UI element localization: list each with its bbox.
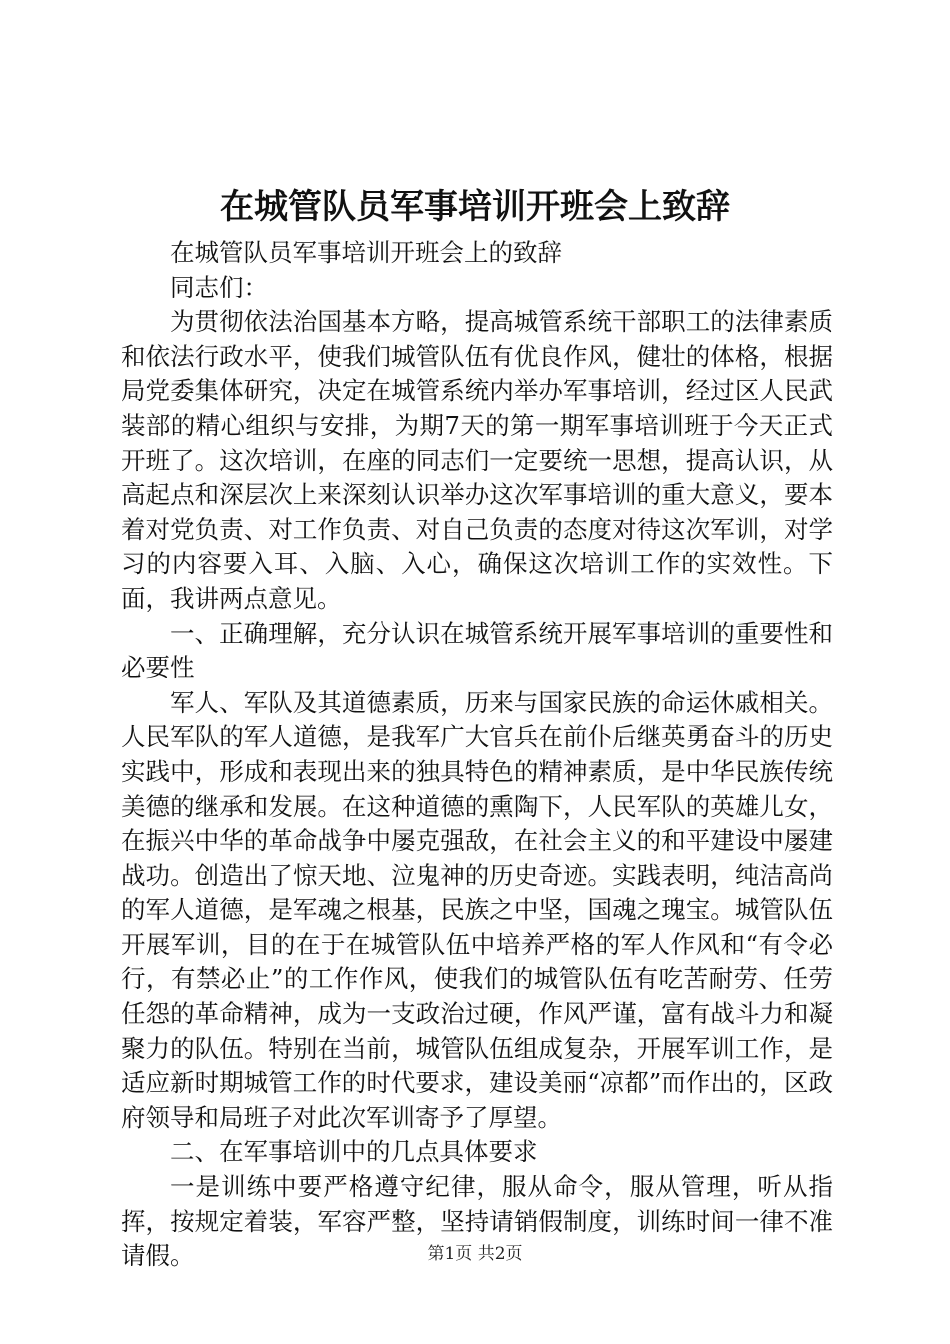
subtitle-paragraph: 在城管队员军事培训开班会上的致辞 — [170, 238, 562, 267]
body-paragraph: 军人、军队及其道德素质，历来与国家民族的命运休戚相关。人民军队的军人道德，是我军广大官兵在前仆后继英勇奋斗的历史实践中，形成和表现出来的独具特色的精神素质，是中华民族传统美德的继承和发展。在这种道德的熏陶下，人民军队的英雄儿女，在振兴中华的革命战争中屡克强敌，在社会主义的和平建设中屡建战功。创造出了惊天地、泣鬼神的历史奇迹。实践表明，纯洁高尚的军人道德，是军魂之根基，民族之中坚，国魂之瑰宝。城管队伍开展军训，目的在于在城管队伍中培养严格的军人作风和“有令必行，有禁必止”的工作作风，使我们的城管队伍有吃苦耐劳、任劳任怨的革命精神，成为一支政治过硬，作风严谨，富有战斗力和凝聚力的队伍。特别在当前，城管队伍组成复杂，开展军训工作，是适应新时期城管工作的时代要求，建设美丽“凉都”而作出的，区政府领导和局班子对此次军训寄予了厚望。 — [121, 687, 833, 1132]
section-heading: 一、正确理解，充分认识在城管系统开展军事培训的重要性和必要性 — [121, 618, 833, 683]
body-paragraph: 一是训练中要严格遵守纪律，服从命令，服从管理，听从指挥，按规定着装，军容严整，坚持请销假制度，训练时间一律不准请假。 — [121, 1172, 833, 1271]
body-paragraph: 为贯彻依法治国基本方略，提高城管系统干部职工的法律素质和依法行政水平，使我们城管队伍有优良作风，健壮的体格，根据局党委集体研究，决定在城管系统内举办军事培训，经过区人民武装部的精心组织与安排，为期7天的第一期军事培训班于今天正式开班了。这次培训，在座的同志们一定要统一思想，提高认识，从高起点和深层次上来深刻认识举办这次军事培训的重大意义，要本着对党负责、对工作负责、对自己负责的态度对待这次军训，对学习的内容要入耳、入脑、入心，确保这次培训工作的实效性。下面，我讲两点意见。 — [121, 307, 833, 613]
page-footer: 第1页 共2页 — [427, 1244, 523, 1264]
document-title: 在城管队员军事培训开班会上致辞 — [220, 187, 730, 227]
document-body — [121, 236, 833, 1274]
section-heading: 二、在军事培训中的几点具体要求 — [170, 1137, 538, 1167]
salutation-paragraph: 同志们： — [170, 272, 268, 302]
